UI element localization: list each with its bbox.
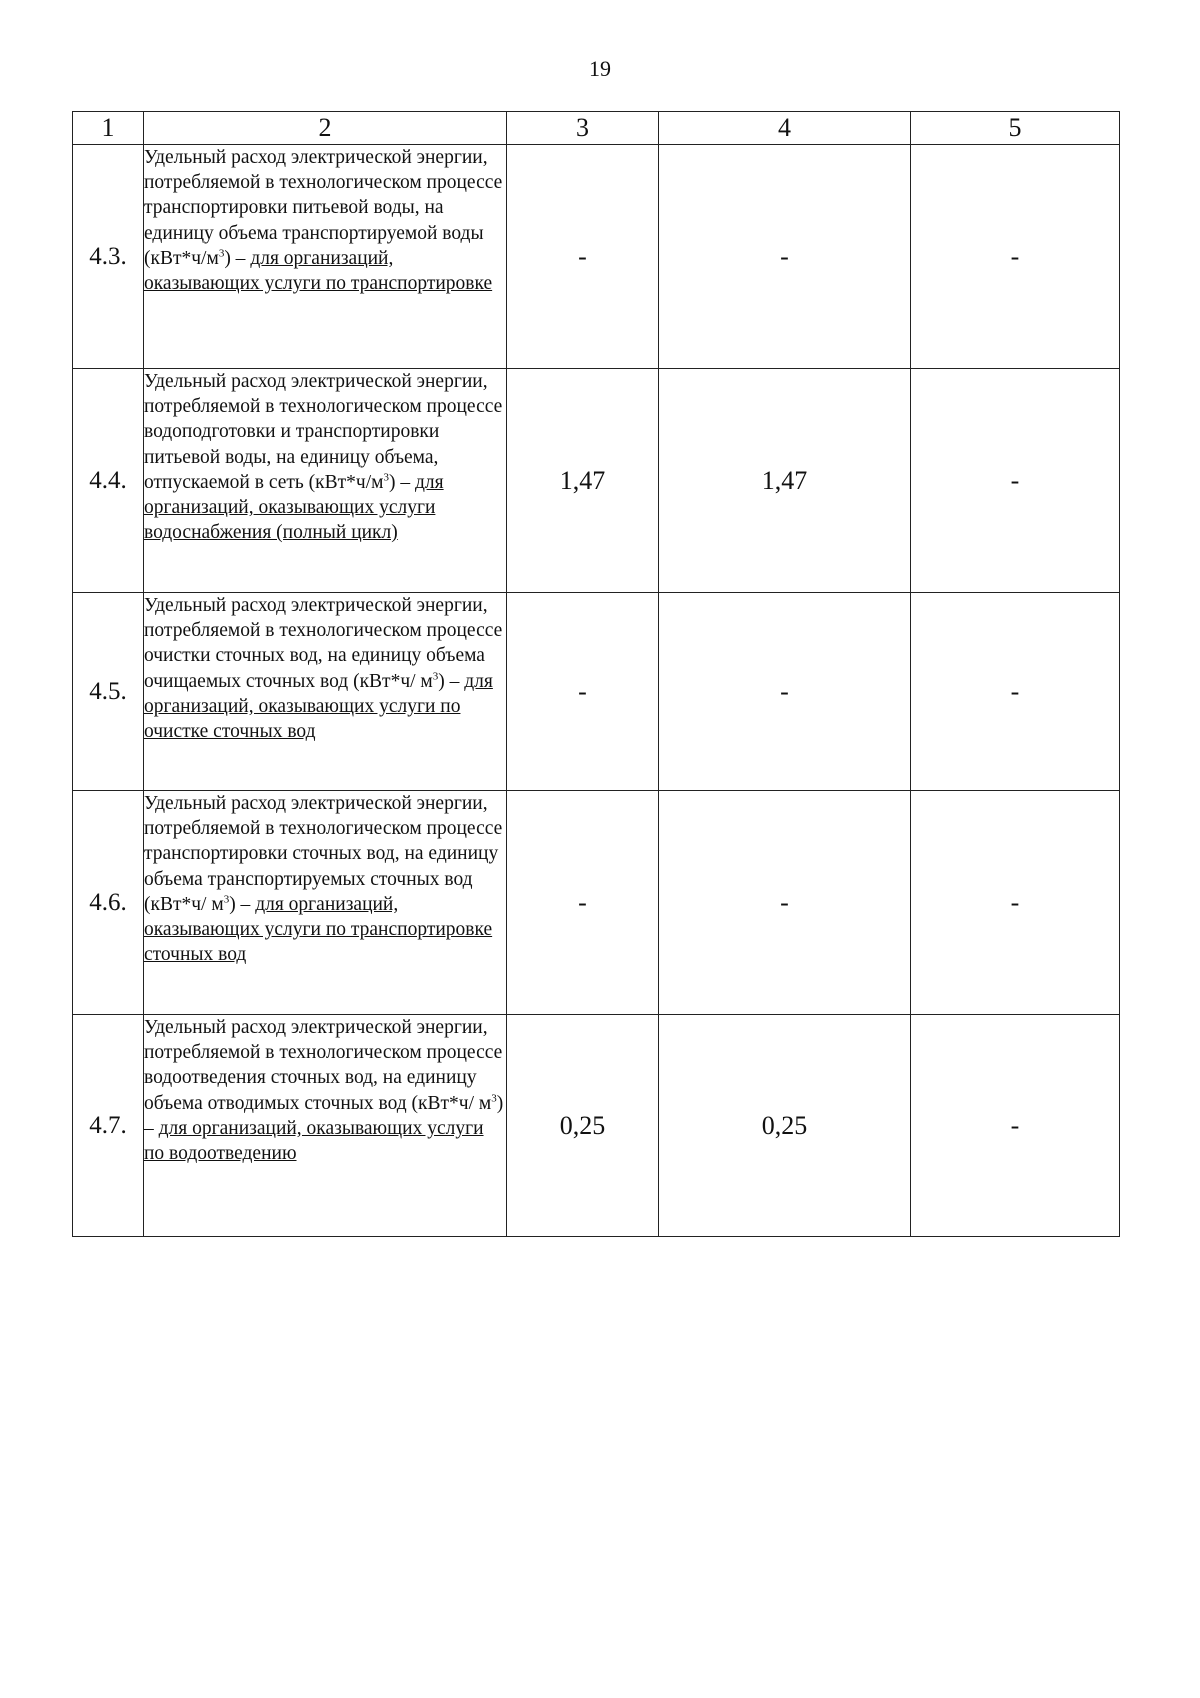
table-row (73, 369, 1120, 593)
description-tail: ) – (388, 471, 415, 493)
value-col-3: 0,25 (507, 1015, 659, 1237)
value-col-5: - (911, 791, 1120, 1015)
header-col-5: 5 (911, 112, 1120, 145)
superscript: 3 (491, 1092, 497, 1105)
value-col-4: 0,25 (659, 1015, 911, 1237)
superscript: 3 (218, 247, 225, 260)
row-description (144, 1015, 507, 1237)
description-underlined: для организаций, оказывающих услуги по очистке сточных вод (144, 670, 493, 743)
value-col-5: - (911, 145, 1120, 369)
description-tail: ) – (144, 1092, 504, 1139)
table-row (73, 1015, 1120, 1237)
description-underlined: для организаций, оказывающих услуги водоснабжения (полный цикл) (144, 471, 444, 544)
description-underlined: для организаций, оказывающих услуги по транспортировке (144, 247, 493, 295)
header-col-4: 4 (659, 112, 911, 145)
value-col-3: - (507, 791, 659, 1015)
row-number: 4.3. (73, 145, 144, 369)
superscript: 3 (432, 670, 439, 683)
header-col-2: 2 (144, 112, 507, 145)
row-description (144, 145, 507, 369)
header-col-3: 3 (507, 112, 659, 145)
table-row (73, 593, 1120, 791)
value-col-3: - (507, 145, 659, 369)
header-col-1: 1 (73, 112, 144, 145)
table-header-row (73, 112, 1120, 145)
superscript: 3 (223, 893, 230, 906)
row-description (144, 369, 507, 593)
value-col-3: 1,47 (507, 369, 659, 593)
description-underlined: для организаций, оказывающих услуги по водоотведению (144, 1117, 484, 1165)
table-row (73, 145, 1120, 369)
description-text: Удельный расход электрической энергии, потребляемой в технологическом процессе водоподготовки и транспортировки питьевой воды, на единицу объема, отпускаемой в сеть (кВт*ч/м (144, 371, 503, 493)
description-text: Удельный расход электрической энергии, потребляемой в технологическом процессе транспортировки питьевой воды, на единицу объема транспортируемой воды (кВт*ч/м (144, 147, 503, 269)
value-col-4: - (659, 593, 911, 791)
description-text: Удельный расход электрической энергии, потребляемой в технологическом процессе очистки сточных вод, на единицу объема очищаемых сточных вод (кВт*ч/ м (144, 595, 503, 692)
page-number: 19 (589, 56, 611, 81)
value-col-4: - (659, 791, 911, 1015)
value-col-4: 1,47 (659, 369, 911, 593)
row-description (144, 593, 507, 791)
row-number: 4.5. (73, 593, 144, 791)
table-row (73, 791, 1120, 1015)
description-tail: ) – (438, 670, 465, 692)
value-col-5: - (911, 593, 1120, 791)
row-number: 4.7. (73, 1015, 144, 1237)
value-col-5: - (911, 1015, 1120, 1237)
description-text: Удельный расход электрической энергии, потребляемой в технологическом процессе транспортировки сточных вод, на единицу объема транспортируемых сточных вод (кВт*ч/ м (144, 793, 503, 915)
value-col-4: - (659, 145, 911, 369)
value-col-3: - (507, 593, 659, 791)
row-description (144, 791, 507, 1015)
description-underlined: для организаций, оказывающих услуги по транспортировке сточных вод (144, 893, 493, 966)
description-tail: ) – (224, 247, 251, 269)
row-number: 4.4. (73, 369, 144, 593)
superscript: 3 (383, 471, 389, 484)
row-number: 4.6. (73, 791, 144, 1015)
description-tail: ) – (229, 893, 256, 915)
value-col-5: - (911, 369, 1120, 593)
description-text: Удельный расход электрической энергии, потребляемой в технологическом процессе водоотведения сточных вод, на единицу объема отводимых сточных вод (кВт*ч/ м (144, 1017, 503, 1114)
indicators-table (72, 111, 1120, 1237)
